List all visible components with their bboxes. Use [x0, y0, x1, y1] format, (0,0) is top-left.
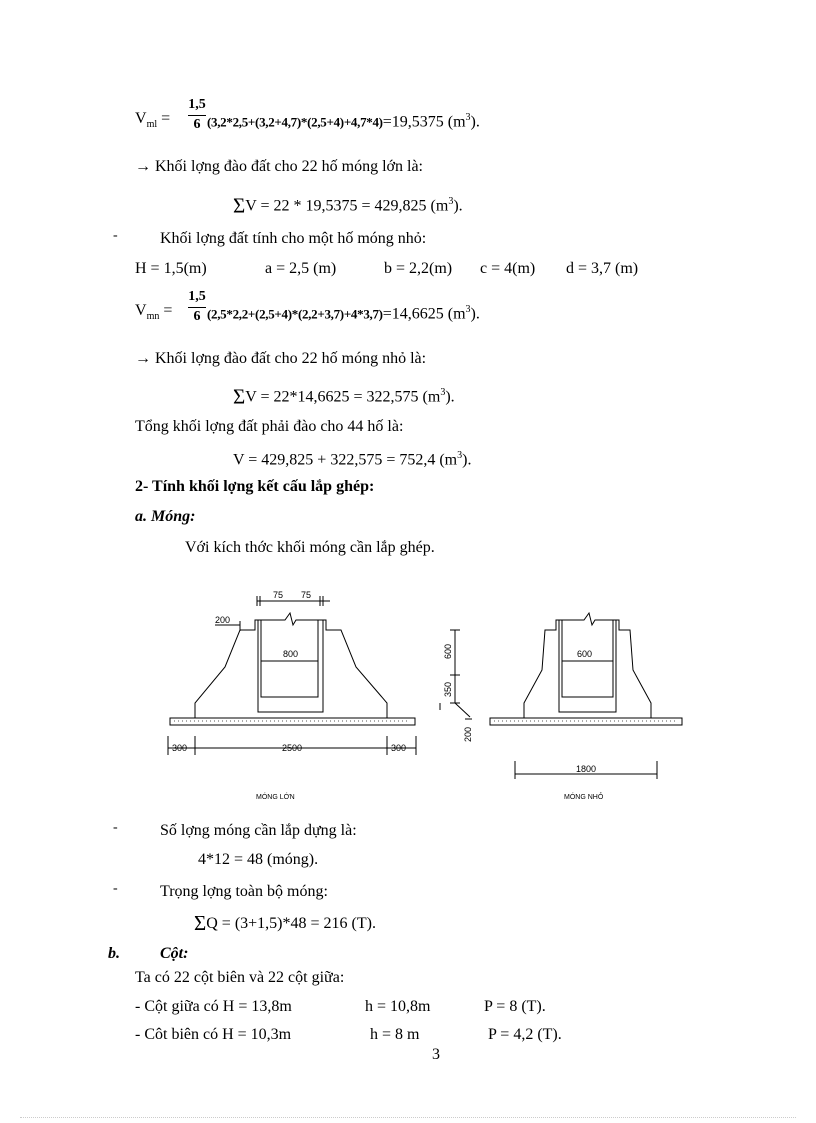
- sigma-icon: Σ: [233, 193, 246, 218]
- dim-350-vertical: 350: [443, 681, 453, 697]
- foundation-intro: Với kích thớc khối móng cần lắp ghép.: [185, 539, 435, 556]
- dim-300-left: 300: [172, 743, 188, 753]
- dim-200: 200: [215, 615, 231, 625]
- bullet-dash: -: [113, 820, 118, 835]
- edge-column-h: h = 8 m: [370, 1026, 420, 1043]
- sigma-icon: Σ: [194, 911, 207, 935]
- v-mn-expression: (2,5*2,2+(2,5+4)*(2,2+3,7)+4*3,7)=14,6625 $(m^3)$.: [207, 304, 480, 323]
- dim-2500: 2500: [282, 743, 303, 753]
- dim-600-vertical: 600: [443, 643, 453, 659]
- dim-75-right: 75: [301, 590, 312, 600]
- large-foundation: [168, 596, 416, 755]
- total-volume: V = 429,825 + 322,575 = 752,4 $(m^3)$.: [233, 450, 472, 469]
- caption-small: MÓNG NHỎ: [564, 794, 604, 800]
- large-outline: [195, 620, 387, 718]
- break-line: [559, 613, 619, 625]
- small-pit-volume-line: → Khối lợng đào đất cho 22 hố móng nhỏ là:: [135, 350, 427, 367]
- weight-sum: ΣQ = (3+1,5)*48 = 216 (T).: [194, 911, 376, 935]
- v-ml-lhs: $V_{ml}$ =: [135, 110, 171, 131]
- v-ml-numerator: 1,5: [188, 97, 206, 112]
- large-pit-sum: ΣV = 22 * 19,5375 = 429,825 $(m^3)$.: [233, 193, 463, 218]
- foundation-count: 4*12 = 48 (móng).: [198, 851, 319, 868]
- columns-intro: Ta có 22 cột biên và 22 cột giữa:: [135, 969, 345, 986]
- caption-large: MÓNG LỚN: [256, 794, 295, 800]
- mid-column-h: h = 10,8m: [365, 998, 431, 1015]
- break-line: [258, 613, 323, 625]
- v-ml-fraction-bar: [188, 115, 206, 116]
- dim-1800: 1800: [576, 764, 597, 774]
- edge-column-weight: P = 4,2 (T).: [488, 1026, 562, 1043]
- dim-75-left: 75: [273, 590, 284, 600]
- foundation-drawing: [160, 585, 700, 800]
- right-arrow-icon: →: [135, 350, 151, 367]
- small-outline: [524, 620, 651, 718]
- subsection-a: a. Móng:: [135, 508, 196, 525]
- small-pit-heading: Khối lợng đất tính cho một hố móng nhỏ:: [160, 230, 427, 247]
- param-b: b = 2,2(m): [384, 260, 453, 277]
- edge-column-height: - Côt biên có H = 10,3m: [135, 1026, 292, 1043]
- param-h: H = 1,5(m): [135, 260, 207, 277]
- v-ml-expression: (3,2*2,5+(3,2+4,7)*(2,5+4)+4,7*4)=19,5375 $(m^3)$.: [207, 112, 480, 131]
- bottom-dotted-rule: [20, 1117, 796, 1118]
- total-label: Tổng khối lợng đất phải đào cho 44 hố là:: [135, 418, 404, 435]
- subsection-b-label: b.: [108, 945, 120, 962]
- large-pit-volume-line: → Khối lợng đào đất cho 22 hố móng lớn là:: [135, 158, 423, 175]
- foundation-count-label: Số lợng móng cần lắp dựng là:: [160, 822, 357, 839]
- v-mn-denominator: 6: [193, 309, 201, 324]
- bullet-dash: -: [113, 881, 118, 896]
- param-a: a = 2,5 (m): [265, 260, 337, 277]
- dim-600-small: 600: [577, 649, 593, 659]
- v-ml-denominator: 6: [193, 117, 201, 132]
- right-arrow-icon: →: [135, 158, 151, 175]
- dim-800: 800: [283, 649, 299, 659]
- v-mn-lhs: $V_{mn}$ =: [135, 302, 173, 323]
- v-mn-fraction-bar: [188, 307, 206, 308]
- weight-label: Trọng lợng toàn bộ móng:: [160, 883, 328, 900]
- v-mn-numerator: 1,5: [188, 289, 206, 304]
- subsection-b-title: Cột:: [160, 945, 189, 962]
- section-heading: 2- Tính khối lợng kết cấu lắp ghép:: [135, 478, 375, 495]
- small-foundation: [490, 613, 682, 779]
- mid-column-weight: P = 8 (T).: [484, 998, 546, 1015]
- dim-200-vertical: 200: [463, 726, 473, 742]
- height-dimensions: [440, 630, 472, 719]
- param-d: d = 3,7 (m): [566, 260, 639, 277]
- small-pit-sum: ΣV = 22*14,6625 = 322,575 $(m^3)$.: [233, 384, 455, 409]
- bullet-dash: -: [113, 228, 118, 243]
- mid-column-height: - Cột giữa có H = 13,8m: [135, 998, 292, 1015]
- sigma-icon: Σ: [233, 384, 246, 409]
- param-c: c = 4(m): [480, 260, 536, 277]
- page-number: 3: [432, 1046, 440, 1063]
- dim-300-right: 300: [391, 743, 407, 753]
